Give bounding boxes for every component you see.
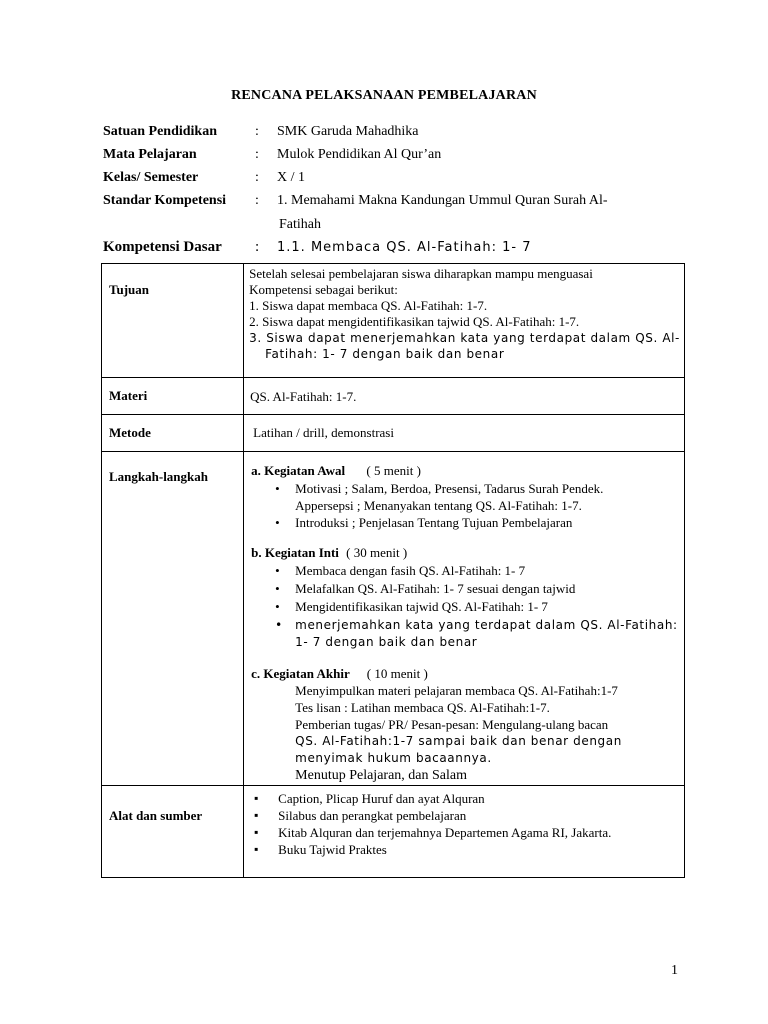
list-item: ▪ Kitab Alquran dan terjemahnya Departemen Agama RI, Jakarta. bbox=[250, 824, 680, 841]
metode-label: Metode bbox=[102, 415, 244, 452]
kelas-label: Kelas/ Semester bbox=[103, 170, 199, 185]
tujuan-line: 1. Siswa dapat membaca QS. Al-Fatihah: 1-7. bbox=[249, 298, 488, 313]
list-item: • Melafalkan QS. Al-Fatihah: 1- 7 sesuai dengan tajwid bbox=[251, 580, 680, 598]
list-item: • Introduksi ; Penjelasan Tentang Tujuan Pembelajaran bbox=[251, 514, 680, 531]
alat-list bbox=[250, 790, 680, 858]
kegiatan-akhir-time: ( 10 menit ) bbox=[366, 666, 428, 681]
kegiatan-akhir-heading bbox=[251, 666, 680, 682]
kegiatan-awal-time: ( 5 menit ) bbox=[366, 463, 421, 478]
kegiatan-inti-time: ( 30 menit ) bbox=[346, 545, 408, 560]
langkah-content bbox=[244, 452, 685, 786]
metode-value: Latihan / drill, demonstrasi bbox=[244, 415, 685, 452]
colon: : bbox=[255, 124, 259, 139]
colon: : bbox=[255, 170, 259, 185]
colon: : bbox=[255, 239, 260, 255]
kd-label: Kompetensi Dasar bbox=[103, 239, 222, 255]
row-tujuan bbox=[102, 264, 685, 378]
sk-label: Standar Kompetensi bbox=[103, 193, 227, 208]
kelas-value: X / 1 bbox=[277, 170, 305, 185]
kegiatan-inti-title: b. Kegiatan Inti bbox=[251, 545, 339, 560]
mapel-value: Mulok Pendidikan Al Qur’an bbox=[277, 147, 442, 162]
list-item: • Membaca dengan fasih QS. Al-Fatihah: 1- 7 bbox=[251, 562, 680, 580]
list-item: ▪ Caption, Plicap Huruf dan ayat Alquran bbox=[250, 790, 680, 807]
row-alat bbox=[102, 786, 685, 878]
kegiatan-akhir-line: menyimak hukum bacaannya. bbox=[295, 751, 492, 765]
appersepsi-line: Appersepsi ; Menanyakan tentang QS. Al-Fatihah: 1-7. bbox=[295, 498, 582, 513]
satuan-label: Satuan Pendidikan bbox=[103, 124, 217, 139]
kegiatan-akhir-title: c. Kegiatan Akhir bbox=[251, 666, 350, 681]
list-item: ▪ Buku Tajwid Praktes bbox=[250, 841, 680, 858]
rpp-table bbox=[101, 263, 685, 878]
materi-label: Materi bbox=[102, 378, 244, 415]
kd-value: 1.1. Membaca QS. Al-Fatihah: 1- 7 bbox=[277, 240, 532, 255]
kegiatan-akhir-line: Menyimpulkan materi pelajaran membaca QS. Al-Fatihah:1-7 bbox=[295, 683, 618, 698]
tujuan-label: Tujuan bbox=[102, 264, 244, 378]
satuan-value: SMK Garuda Mahadhika bbox=[277, 124, 419, 139]
list-item: • menerjemahkan kata yang terdapat dalam QS. Al-Fatihah: bbox=[251, 616, 680, 634]
langkah-label: Langkah-langkah bbox=[102, 452, 244, 786]
sk-value-line2: Fatihah bbox=[279, 217, 321, 232]
materi-value: QS. Al-Fatihah: 1-7. bbox=[244, 378, 685, 415]
kegiatan-awal-list-2 bbox=[251, 514, 680, 531]
tujuan-line: 2. Siswa dapat mengidentifikasikan tajwid QS. Al-Fatihah: 1-7. bbox=[249, 314, 580, 329]
row-langkah bbox=[102, 452, 685, 786]
kegiatan-awal-heading bbox=[251, 463, 680, 479]
colon: : bbox=[255, 193, 259, 208]
colon: : bbox=[255, 147, 259, 162]
kegiatan-awal-list bbox=[251, 480, 680, 497]
kegiatan-akhir-line: Pemberian tugas/ PR/ Pesan-pesan: Mengulang-ulang bacan bbox=[295, 717, 609, 732]
row-metode bbox=[102, 415, 685, 452]
kegiatan-inti-heading bbox=[251, 545, 680, 561]
row-materi bbox=[102, 378, 685, 415]
tujuan-line: 3. Siswa dapat menerjemahkan kata yang terdapat dalam QS. Al- bbox=[249, 331, 680, 345]
mapel-label: Mata Pelajaran bbox=[103, 147, 197, 162]
alat-label: Alat dan sumber bbox=[102, 786, 244, 878]
kegiatan-inti-continuation: 1- 7 dengan baik dan benar bbox=[295, 635, 478, 649]
tujuan-line: Setelah selesai pembelajaran siswa diharapkan mampu menguasai bbox=[249, 266, 593, 281]
kegiatan-awal-title: a. Kegiatan Awal bbox=[251, 463, 346, 478]
kegiatan-akhir-line: Menutup Pelajaran, dan Salam bbox=[295, 768, 467, 783]
kegiatan-akhir-line: QS. Al-Fatihah:1-7 sampai baik dan benar dengan bbox=[295, 734, 622, 748]
kegiatan-akhir-line: Tes lisan : Latihan membaca QS. Al-Fatihah:1-7. bbox=[295, 700, 550, 715]
tujuan-content bbox=[244, 264, 685, 378]
tujuan-line: Kompetensi sebagai berikut: bbox=[249, 282, 398, 297]
document-title: RENCANA PELAKSANAAN PEMBELAJARAN bbox=[231, 88, 537, 103]
list-item: ▪ Silabus dan perangkat pembelajaran bbox=[250, 807, 680, 824]
page-number: 1 bbox=[671, 963, 678, 978]
list-item: • Motivasi ; Salam, Berdoa, Presensi, Tadarus Surah Pendek. bbox=[251, 480, 680, 497]
tujuan-line: Fatihah: 1- 7 dengan baik dan benar bbox=[265, 347, 505, 361]
kegiatan-inti-list bbox=[251, 562, 680, 634]
list-item: • Mengidentifikasikan tajwid QS. Al-Fatihah: 1- 7 bbox=[251, 598, 680, 616]
alat-content bbox=[244, 786, 685, 878]
sk-value-line1: 1. Memahami Makna Kandungan Ummul Quran Surah Al- bbox=[277, 193, 608, 208]
